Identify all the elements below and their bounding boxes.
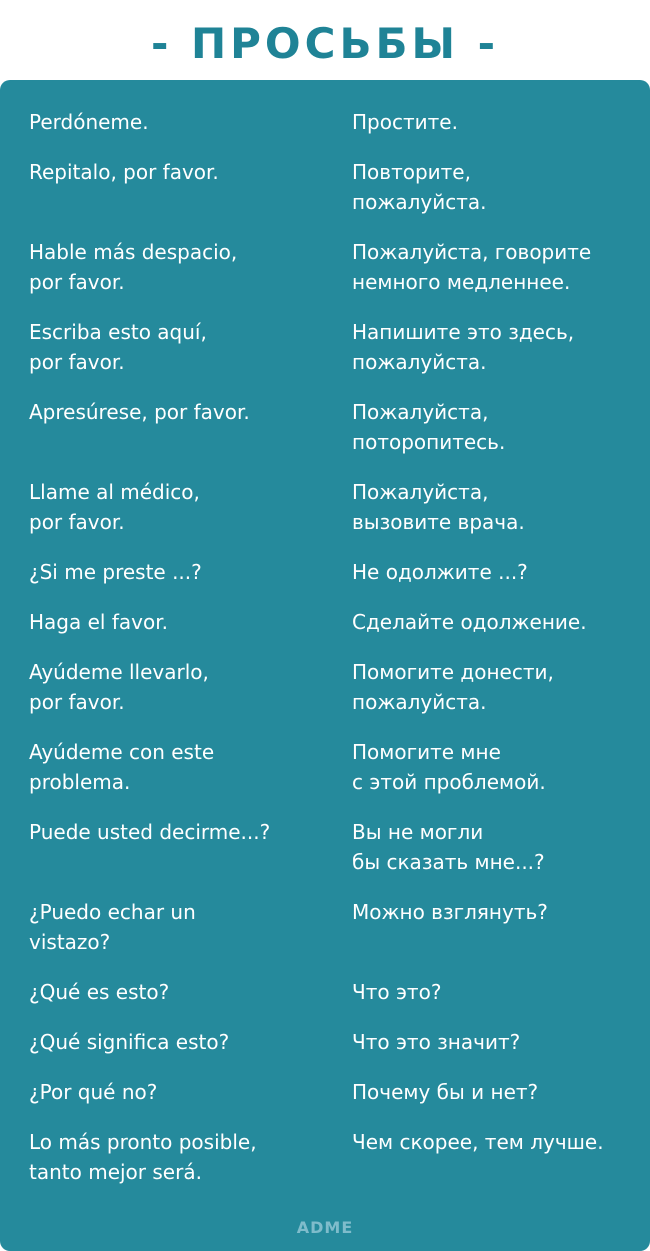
russian-translation: Не одолжите ...? xyxy=(352,560,528,584)
spanish-phrase: ¿Puedo echar un vistazo? xyxy=(29,900,196,954)
phrase-row xyxy=(0,870,650,954)
spanish-phrase: Repitalo, por favor. xyxy=(29,160,219,184)
phrase-list xyxy=(0,80,650,1200)
phrase-row xyxy=(0,210,650,294)
russian-translation: Пожалуйста, говорите немного медленнее. xyxy=(352,240,592,294)
phrase-row xyxy=(0,290,650,374)
spanish-phrase: Ayúdeme con este problema. xyxy=(29,740,215,794)
spanish-phrase: Ayúdeme llevarlo, por favor. xyxy=(29,660,209,714)
spanish-phrase: ¿Qué significa esto? xyxy=(29,1030,230,1054)
phrase-card xyxy=(0,80,650,1251)
phrase-row xyxy=(0,710,650,794)
russian-translation: Чем скорее, тем лучше. xyxy=(352,1130,604,1154)
spanish-phrase: ¿Si me preste ...? xyxy=(29,560,202,584)
russian-translation: Пожалуйста, вызовите врача. xyxy=(352,480,525,534)
russian-translation: Можно взглянуть? xyxy=(352,900,548,924)
spanish-phrase: Escriba esto aquí, por favor. xyxy=(29,320,207,374)
russian-translation: Напишите это здесь, пожалуйста. xyxy=(352,320,575,374)
russian-translation: Что это? xyxy=(352,980,442,1004)
spanish-phrase: Apresúrese, por favor. xyxy=(29,400,250,424)
russian-translation: Пожалуйста, поторопитесь. xyxy=(352,400,506,454)
brand-footer: ADME xyxy=(296,1218,354,1237)
phrase-row xyxy=(0,450,650,534)
russian-translation: Помогите мне с этой проблемой. xyxy=(352,740,546,794)
spanish-phrase: Puede usted decirme...? xyxy=(29,820,271,844)
spanish-phrase: Haga el favor. xyxy=(29,610,168,634)
russian-translation: Что это значит? xyxy=(352,1030,521,1054)
russian-translation: Сделайте одолжение. xyxy=(352,610,587,634)
phrase-row xyxy=(0,1100,650,1184)
spanish-phrase: Hable más despacio, por favor. xyxy=(29,240,238,294)
page-title: - ПРОСЬБЫ - xyxy=(150,19,500,68)
phrase-row xyxy=(0,790,650,874)
spanish-phrase: Perdóneme. xyxy=(29,110,149,134)
russian-translation: Вы не могли бы сказать мне...? xyxy=(352,820,545,874)
phrase-row xyxy=(0,630,650,714)
spanish-phrase: ¿Qué es esto? xyxy=(29,980,170,1004)
spanish-phrase: Llame al médico, por favor. xyxy=(29,480,200,534)
russian-translation: Помогите донести, пожалуйста. xyxy=(352,660,554,714)
russian-translation: Почему бы и нет? xyxy=(352,1080,539,1104)
phrase-row xyxy=(0,370,650,454)
russian-translation: Повторите, пожалуйста. xyxy=(352,160,487,214)
spanish-phrase: ¿Por qué no? xyxy=(29,1080,158,1104)
russian-translation: Простите. xyxy=(352,110,458,134)
phrase-row xyxy=(0,130,650,214)
spanish-phrase: Lo más pronto posible, tanto mejor será. xyxy=(29,1130,257,1184)
